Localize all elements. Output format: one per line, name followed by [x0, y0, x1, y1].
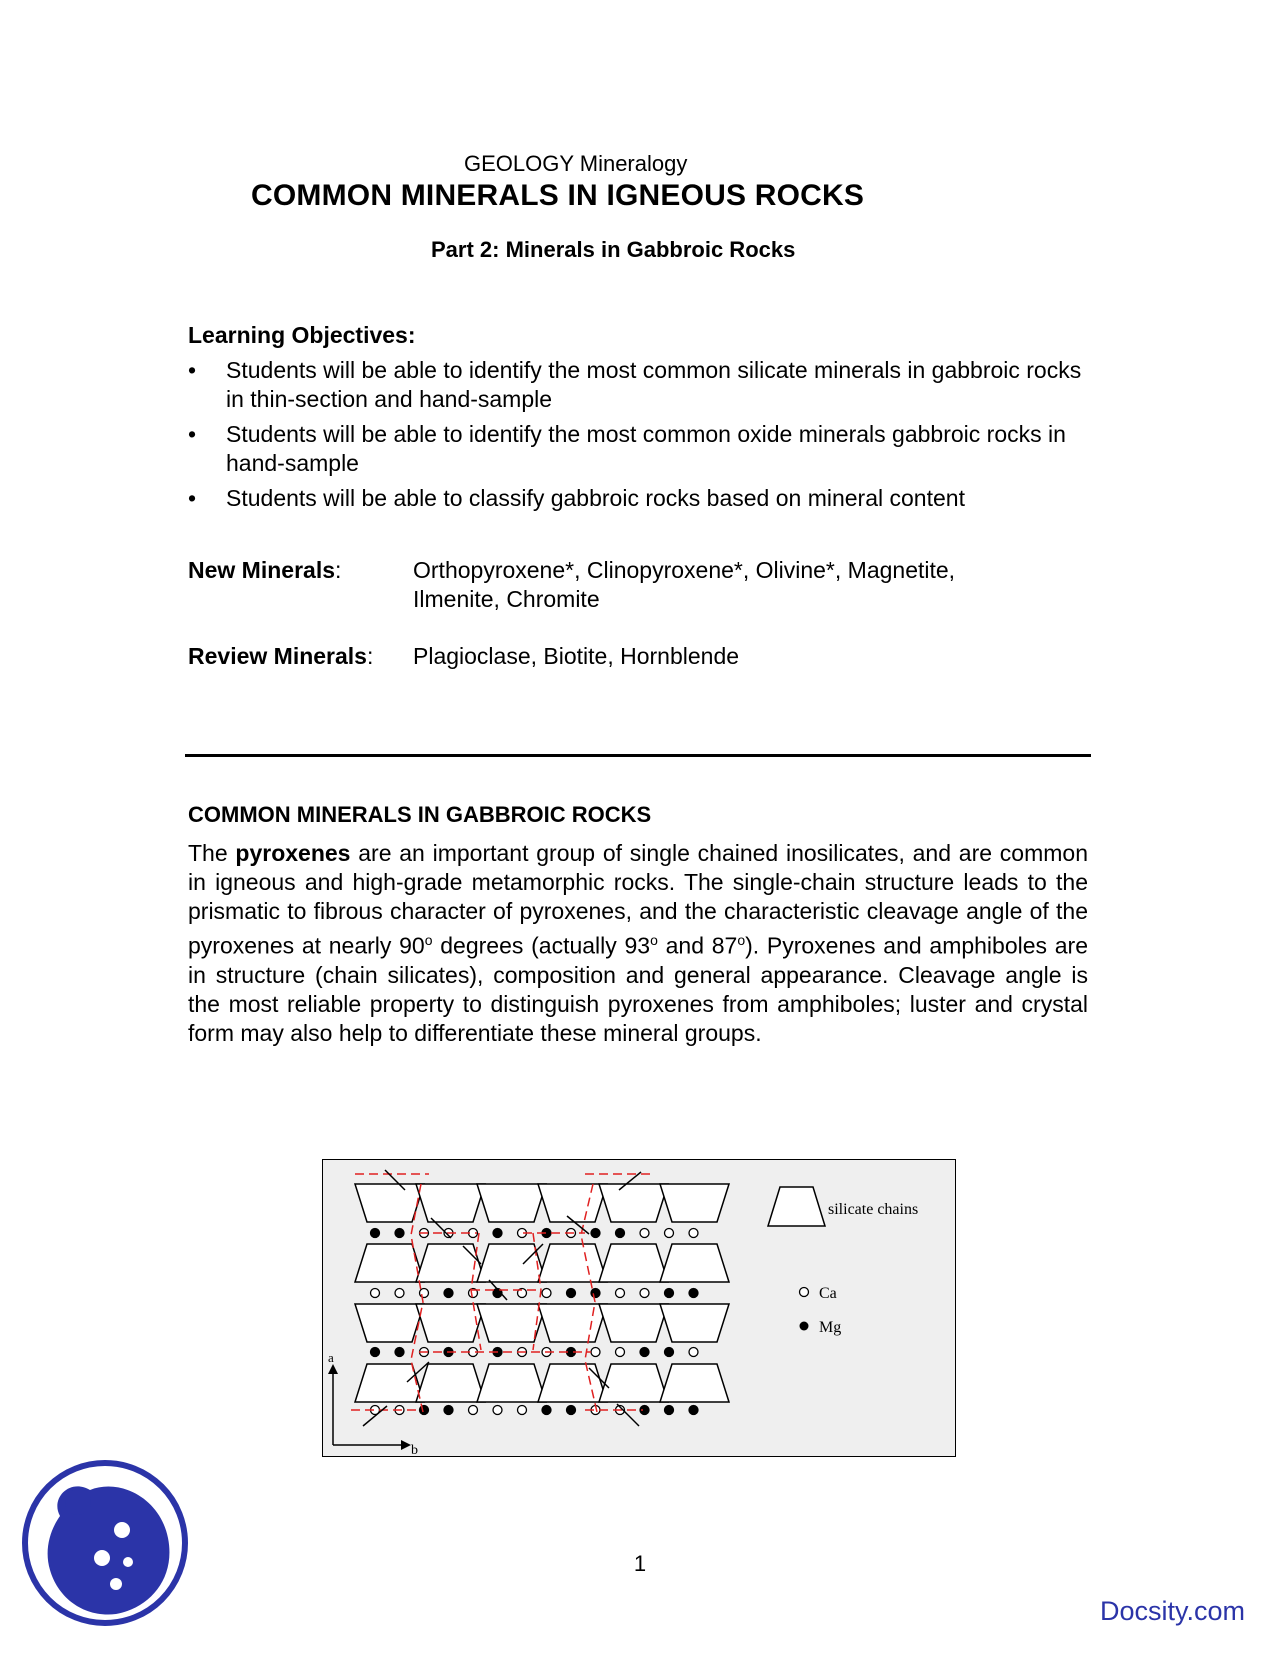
silicate-chain-tetrahedron	[660, 1304, 729, 1342]
review-minerals-value: Plagioclase, Biotite, Hornblende	[413, 643, 740, 669]
legend-chains-label: silicate chains	[828, 1201, 919, 1218]
legend-ca-icon	[800, 1288, 809, 1297]
new-minerals-label: New Minerals	[188, 557, 335, 583]
mg-site-dot	[665, 1348, 674, 1357]
ca-site-dot	[493, 1406, 502, 1415]
bullet-icon: •	[188, 421, 197, 447]
mg-site-dot	[395, 1348, 404, 1357]
silicate-chain-tetrahedron	[355, 1184, 424, 1222]
legend-mg-icon	[800, 1322, 809, 1331]
review-minerals-row: Review Minerals:	[188, 643, 374, 669]
list-item: • Students will be able to classify gabbroic rocks based on mineral content	[188, 485, 965, 511]
mg-site-dot	[371, 1229, 380, 1238]
silicate-chain-tetrahedron	[477, 1304, 546, 1342]
mg-site-dot	[591, 1229, 600, 1238]
mg-site-dot	[665, 1406, 674, 1415]
mg-site-dot	[444, 1406, 453, 1415]
mg-site-dot	[591, 1289, 600, 1298]
mg-site-dot	[542, 1406, 551, 1415]
ca-site-dot	[689, 1229, 698, 1238]
legend-ca-label: Ca	[819, 1285, 837, 1302]
new-minerals-value: Orthopyroxene*, Clinopyroxene*, Olivine*, Magnetite, Ilmenite, Chromite	[413, 557, 956, 612]
pyroxene-structure-diagram	[323, 1160, 955, 1456]
mg-site-dot	[689, 1289, 698, 1298]
mg-site-dot	[567, 1406, 576, 1415]
silicate-chain-tetrahedron	[599, 1304, 668, 1342]
list-item: • Students will be able to identify the most common silicate minerals in gabbroic rocks in thin-section and hand-sample	[188, 357, 1082, 412]
bullet-icon: •	[188, 357, 197, 383]
mg-site-dot	[567, 1289, 576, 1298]
mg-site-dot	[395, 1229, 404, 1238]
document-title: COMMON MINERALS IN IGNEOUS ROCKS	[251, 179, 865, 212]
docsity-logo-icon	[20, 1458, 190, 1628]
silicate-chain-tetrahedron	[660, 1244, 729, 1282]
mg-site-dot	[371, 1348, 380, 1357]
section-paragraph: The pyroxenes are an important group of single chained inosilicates, and are common in igneous and high-grade metamorphic rocks. The single-chain structure leads to the prismatic to fibrous character of pyroxenes, and the characteristic cleavage angle of the pyroxenes at nearly 90$^o$ degrees (actually 93$^o$ and 87$^o$). Pyroxenes and amphiboles are in structure (chain silicates), composition and general appearance. Cleavage angle is the most reliable property to distinguish pyroxenes from amphiboles; luster and crystal form may also help to differentiate these mineral groups.	[188, 840, 1088, 1046]
legend-mg-label: Mg	[819, 1319, 842, 1336]
silicate-chain-tetrahedron	[599, 1244, 668, 1282]
pyroxene-structure-figure	[322, 1159, 956, 1457]
silicate-chain-tetrahedron	[660, 1364, 729, 1402]
ca-site-dot	[616, 1289, 625, 1298]
mg-site-dot	[493, 1229, 502, 1238]
silicate-chain-tetrahedron	[599, 1364, 668, 1402]
new-minerals-row: New Minerals:	[188, 557, 342, 583]
ca-site-dot	[469, 1406, 478, 1415]
silicate-chain-tetrahedron	[355, 1304, 424, 1342]
learning-objectives-list	[188, 356, 1088, 519]
docsity-logo[interactable]	[20, 1458, 190, 1628]
ca-site-dot	[616, 1348, 625, 1357]
mg-site-dot	[616, 1229, 625, 1238]
ca-site-dot	[640, 1289, 649, 1298]
axis-a-label: a	[328, 1350, 334, 1365]
page-number: 1	[633, 1551, 647, 1576]
silicate-chain-tetrahedron	[660, 1184, 729, 1222]
ca-site-dot	[371, 1289, 380, 1298]
ca-site-dot	[420, 1289, 429, 1298]
horizontal-divider	[185, 754, 1091, 757]
review-minerals-label: Review Minerals	[188, 643, 367, 669]
mg-site-dot	[640, 1348, 649, 1357]
silicate-chain-tetrahedron	[538, 1244, 607, 1282]
ca-site-dot	[591, 1348, 600, 1357]
mg-site-dot	[420, 1406, 429, 1415]
ca-site-dot	[689, 1348, 698, 1357]
ca-site-dot	[640, 1229, 649, 1238]
ca-site-dot	[665, 1229, 674, 1238]
learning-objectives-heading: Learning Objectives:	[188, 322, 416, 348]
legend-chain-icon	[768, 1187, 825, 1226]
arrow-right-icon	[401, 1440, 411, 1450]
silicate-chain-tetrahedron	[477, 1364, 546, 1402]
list-item: • Students will be able to identify the most common oxide minerals gabbroic rocks in hand-sample	[188, 421, 1066, 476]
arrow-up-icon	[328, 1364, 338, 1374]
silicate-chain-tetrahedron	[538, 1304, 607, 1342]
silicate-chain-tetrahedron	[416, 1364, 485, 1402]
document-subject: GEOLOGY Mineralogy	[464, 151, 688, 176]
bullet-icon: •	[188, 485, 197, 511]
silicate-chain-tetrahedron	[538, 1364, 607, 1402]
silicate-chain-tetrahedron	[477, 1184, 546, 1222]
mg-site-dot	[665, 1289, 674, 1298]
silicate-chain-tetrahedron	[538, 1184, 607, 1222]
mg-site-dot	[689, 1406, 698, 1415]
ca-site-dot	[542, 1289, 551, 1298]
axis-b-label: b	[411, 1443, 418, 1456]
mg-site-dot	[444, 1289, 453, 1298]
section-heading: COMMON MINERALS IN GABBROIC ROCKS	[188, 802, 652, 827]
silicate-chain-tetrahedron	[416, 1184, 485, 1222]
silicate-chain-tetrahedron	[599, 1184, 668, 1222]
ca-site-dot	[395, 1289, 404, 1298]
document-part-title: Part 2: Minerals in Gabbroic Rocks	[431, 237, 796, 262]
docsity-brand-link[interactable]: Docsity.com	[1100, 1596, 1246, 1626]
silicate-chain-tetrahedron	[355, 1244, 424, 1282]
ca-site-dot	[518, 1406, 527, 1415]
